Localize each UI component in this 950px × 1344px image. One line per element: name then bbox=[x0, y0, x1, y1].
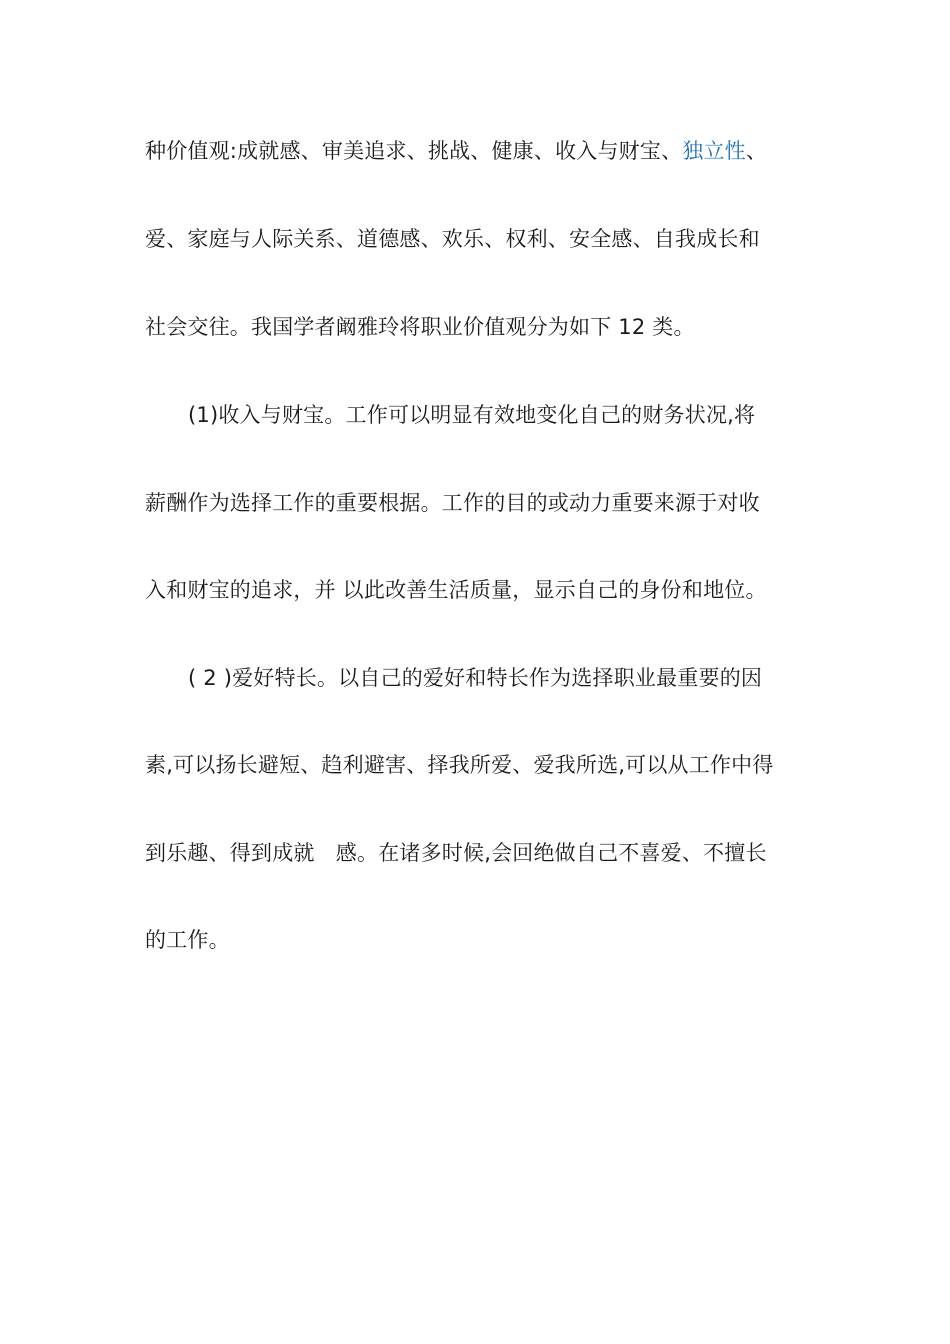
text-line-3: 社会交往。我国学者阚雅玲将职业价值观分为如下 12 类。 bbox=[145, 315, 695, 339]
text-line-2: 爱、家庭与人际关系、道德感、欢乐、权利、安全感、自我成长和 bbox=[145, 227, 760, 251]
text-line-6: 入和财宝的追求，并 以此改善生活质量，显示自己的身份和地位。 bbox=[145, 578, 767, 602]
text-line-1 bbox=[145, 136, 767, 166]
text-line-8: 素,可以扬长避短、趋利避害、择我所爱、爱我所选,可以从工作中得 bbox=[145, 753, 774, 777]
paragraph-2-first-line: ( 2 )爱好特长。以自己的爱好和特长作为选择职业最重要的因 bbox=[188, 666, 763, 690]
text-line-5: 薪酬作为选择工作的重要根据。工作的目的或动力重要来源于对收 bbox=[145, 491, 760, 515]
text-line-10: 的工作。 bbox=[145, 928, 230, 952]
text-segment: 、 bbox=[745, 139, 768, 163]
paragraph-1-first-line: (1)收入与财宝。工作可以明显有效地变化自己的财务状况,将 bbox=[188, 403, 756, 427]
hyperlink-independence[interactable]: 独立性 bbox=[682, 139, 746, 163]
text-segment: 种价值观:成就感、审美追求、挑战、健康、收入与财宝、 bbox=[145, 139, 683, 163]
text-line-9: 到乐趣、得到成就 感。在诸多时候,会回绝做自己不喜爱、不擅长 bbox=[145, 841, 767, 865]
